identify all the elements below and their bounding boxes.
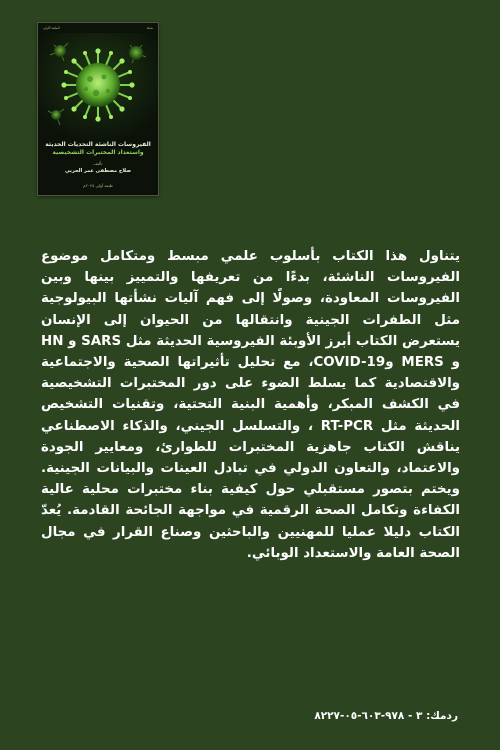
isbn-number: ردمك: ٣ - ٩٧٨-٦٠٣-٠٥-٨٢٢٧	[314, 710, 458, 722]
cover-edition: طبعة أولى ٢٠٢٥م	[83, 183, 113, 188]
publisher-logo: شبكة	[146, 26, 153, 30]
cover-series-label: الطبعة الأولى	[43, 26, 60, 30]
cover-title-line2: واستعداد المختبرات التشخيصية	[52, 148, 144, 156]
book-description: يتناول هذا الكتاب بأسلوب علمي مبسط ومتكامل موضوع الفيروسات الناشئة، بدءًا من تعريفها والتمييز بينها وبين الفيروسات المعاودة، وصولًا إلى فهم آليات نشأتها البيولوجية مثل الطفرات الجينية وانتقالها من الحيوان إلى الإنسان يستعرض الكتاب أبرز الأوبئة الفيروسية الحديثة مثل SARS و HN و MERS وCOVID-19، مع تحليل تأثيراتها الصحية والاجتماعية والاقتصادية كما يسلط الضوء على دور المختبرات التشخيصية في الكشف المبكر، وأهمية البنية التحتية، وتقنيات التشخيص الحديثة مثل RT-PCR ، والتسلسل الجيني، والذكاء الاصطناعي يناقش الكتاب جاهزية المختبرات للطوارئ، ومعايير الجودة والاعتماد، والتعاون الدولي في تبادل العينات والبيانات الجينية. ويختم بتصور مستقبلي حول كيفية بناء مختبرات محلية عالية الكفاءة وتكامل الصحة الرقمية في مواجهة الجائحة القادمة. يُعدّ الكتاب دليلا عمليا للمهنيين والباحثين وصناع القرار في مجال الصحة العامة والاستعداد الوبائي.	[41, 249, 461, 561]
cover-author-name: صلاح مصطفى عمر الحربي	[64, 168, 132, 174]
book-cover	[37, 22, 159, 196]
cover-title-line1: الفيروسات الناشئة التحديات الحديثة	[45, 141, 151, 148]
cover-title	[42, 141, 154, 156]
virus-illustration	[38, 33, 158, 143]
cover-author-label: تأليف	[93, 161, 103, 166]
